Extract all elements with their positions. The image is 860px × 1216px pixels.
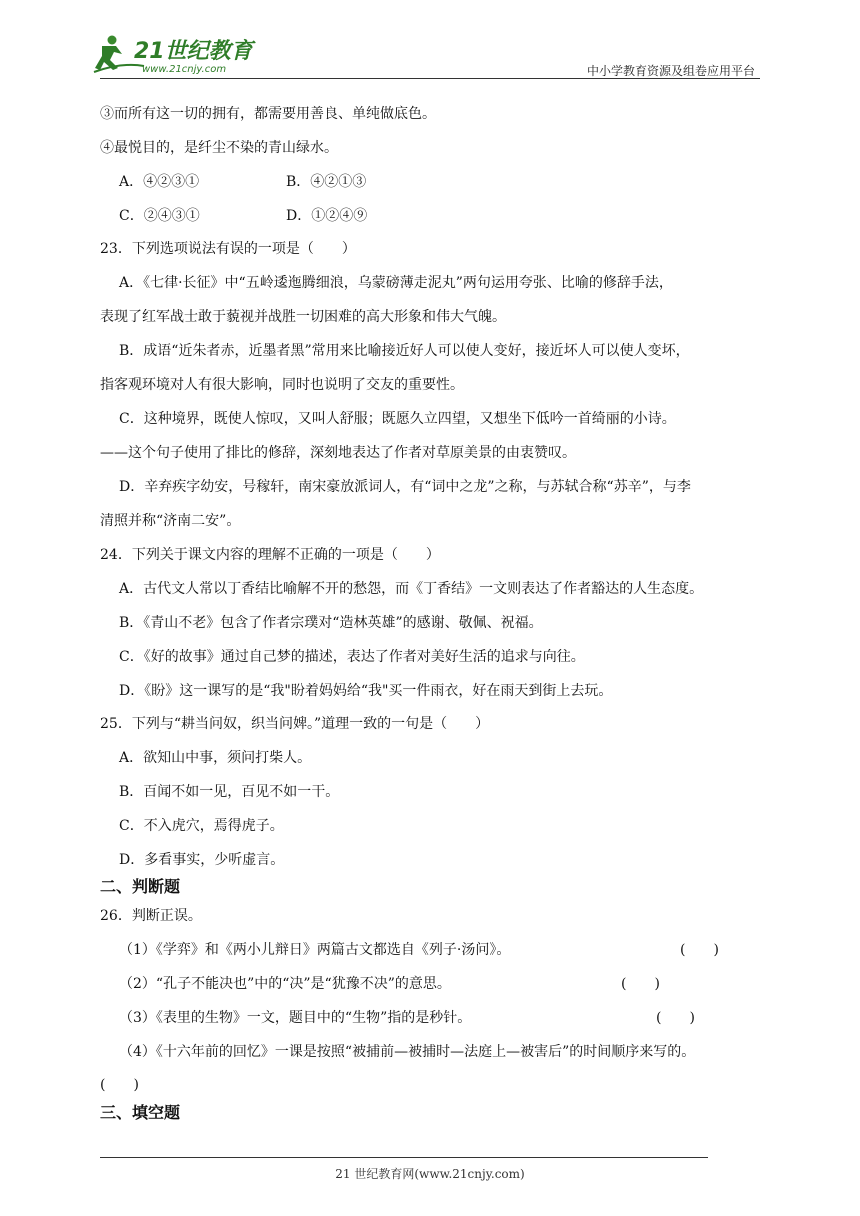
q22-option-d: D．①②④⑨: [286, 208, 368, 224]
q26-item-3: （3）《表里的生物》一文，题目中的“生物”指的是秒针。: [119, 1010, 472, 1026]
q25-option-a: A．欲知山中事，须问打柴人。: [119, 750, 312, 766]
footer-text: 21 世纪教育网(www.21cnjy.com): [335, 1167, 525, 1181]
q25-option-c: C．不入虎穴，焉得虎子。: [119, 818, 284, 834]
q25-option-d: D．多看事实，少听虚言。: [119, 852, 285, 868]
q24-option-b: B．《青山不老》包含了作者宗璞对“造林英雄”的感谢、敬佩、祝福。: [119, 615, 543, 631]
q26-item-1-answer-blank[interactable]: ( ): [680, 942, 719, 958]
q23-option-a-line2: 表现了红军战士敢于藐视并战胜一切困难的高大形象和伟大气魄。: [100, 309, 506, 325]
section-heading-judgement: 二、判断题: [100, 877, 181, 896]
logo-title: 21世纪教育: [134, 39, 253, 64]
runner-logo-icon: [92, 32, 262, 78]
q22-option-c: C．②④③①: [119, 208, 200, 224]
sentence-3: ③而所有这一切的拥有，都需要用善良、单纯做底色。: [100, 106, 436, 122]
q23-option-d-line2: 清照并称“济南二安”。: [100, 513, 241, 529]
footer-divider: [100, 1157, 708, 1158]
q23-option-a-line1: A．《七律·长征》中“五岭逶迤腾细浪，乌蒙磅薄走泥丸”两句运用夸张、比喻的修辞手法，: [119, 275, 673, 291]
q22-option-b: B．④②①③: [286, 174, 367, 190]
sentence-4: ④最悦目的，是纤尘不染的青山绿水。: [100, 140, 338, 156]
q23-option-b-line1: B．成语“近朱者赤，近墨者黑”常用来比喻接近好人可以使人变好，接近坏人可以使人变坏，: [119, 343, 690, 359]
header-divider: [100, 78, 760, 79]
platform-name: 中小学教育资源及组卷应用平台: [586, 64, 755, 78]
q23-option-c-line2: ——这个句子使用了排比的修辞，深刻地表达了作者对草原美景的由衷赞叹。: [100, 445, 576, 461]
q26-item-3-answer-blank[interactable]: ( ): [656, 1010, 695, 1026]
q26-item-2: （2）“孔子不能决也”中的“决”是“犹豫不决”的意思。: [119, 976, 451, 992]
q24-stem: 24．下列关于课文内容的理解不正确的一项是（ ）: [100, 547, 440, 563]
q25-option-b: B．百闻不如一见，百见不如一干。: [119, 784, 340, 800]
logo-subtitle: www.21cnjy.com: [142, 64, 227, 75]
q22-option-a: A．④②③①: [119, 174, 200, 190]
q23-stem: 23．下列选项说法有误的一项是（ ）: [100, 241, 356, 257]
q23-option-b-line2: 指客观环境对人有很大影响，同时也说明了交友的重要性。: [100, 377, 464, 393]
section-heading-fill-blank: 三、填空题: [100, 1103, 181, 1122]
q26-item-4-answer-blank[interactable]: ( ): [100, 1077, 139, 1093]
q26-stem: 26．判断正误。: [100, 908, 202, 924]
q26-item-1: （1）《学弈》和《两小儿辩日》两篇古文都选自《列子·汤问》。: [119, 942, 511, 958]
q24-option-a: A．古代文人常以丁香结比喻解不开的愁怨，而《丁香结》一文则表达了作者豁达的人生态度。: [119, 581, 704, 597]
q24-option-d: D．《盼》这一课写的是“我"盼着妈妈给“我"买一件雨衣，好在雨天到街上去玩。: [119, 683, 613, 699]
q26-item-4: （4）《十六年前的回忆》一课是按照“被捕前—被捕时—法庭上—被害后”的时间顺序来写的。: [119, 1044, 696, 1060]
q23-option-c-line1: C．这种境界，既使人惊叹，又叫人舒服；既愿久立四望，又想坐下低吟一首绮丽的小诗。: [119, 411, 676, 427]
q23-option-d-line1: D．辛弃疾字幼安，号稼轩，南宋豪放派词人，有“词中之龙”之称，与苏轼合称“苏辛”，与李: [119, 479, 691, 495]
q24-option-c: C．《好的故事》通过自己梦的描述，表达了作者对美好生活的追求与向往。: [119, 649, 585, 665]
site-logo: [92, 32, 262, 78]
q25-stem: 25．下列与“耕当问奴，织当问婢。”道理一致的一句是（ ）: [100, 716, 490, 732]
q26-item-2-answer-blank[interactable]: ( ): [621, 976, 660, 992]
page-header: [0, 0, 860, 80]
